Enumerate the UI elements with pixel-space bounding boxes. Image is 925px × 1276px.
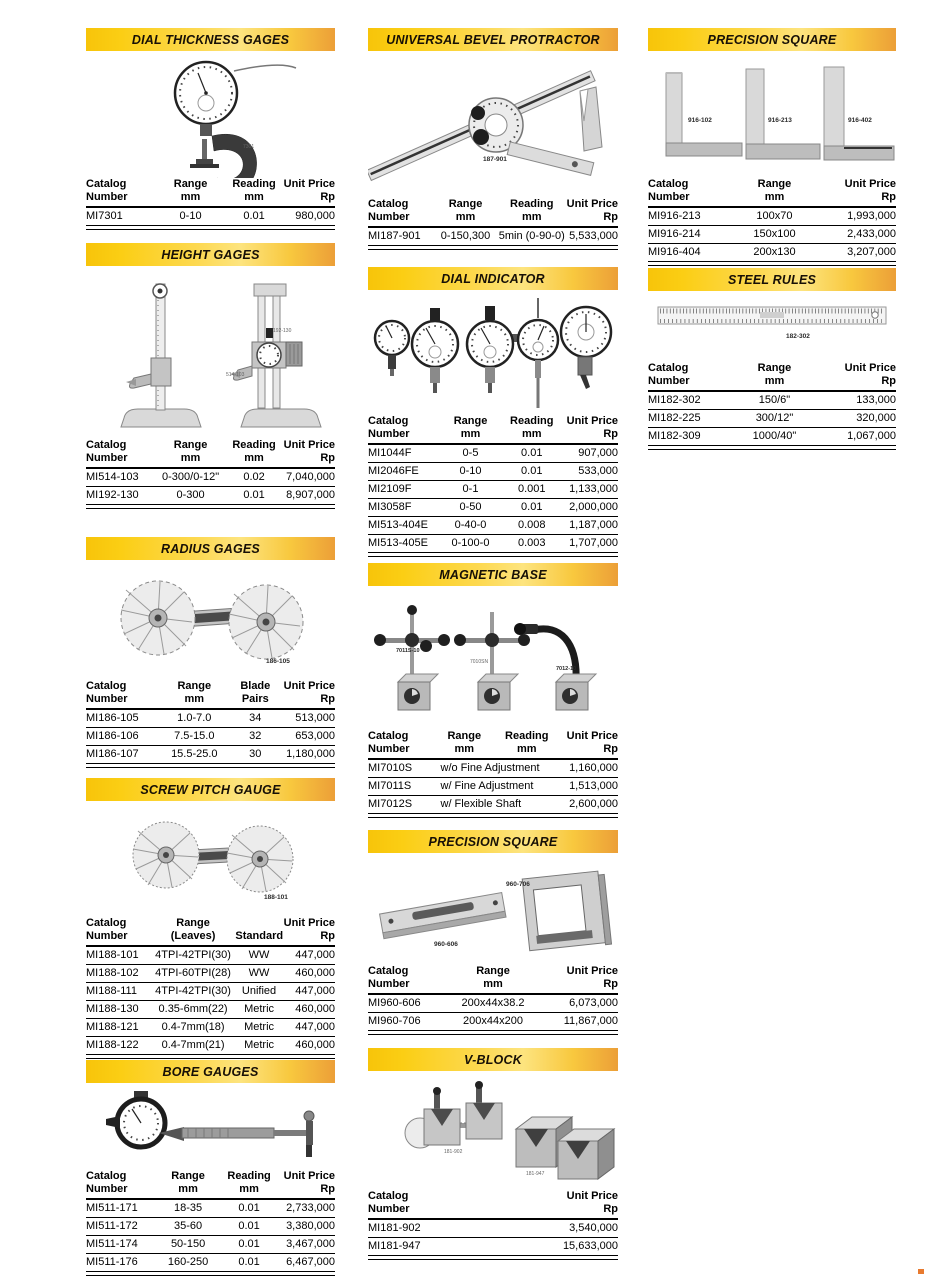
column-header: Range mm	[727, 178, 821, 207]
spec-table	[368, 198, 618, 250]
table-row	[368, 1238, 618, 1256]
table-cell: 32	[230, 728, 280, 746]
section-precision-square	[648, 28, 896, 266]
table-bottom-rule	[368, 1031, 618, 1035]
section-title: V-BLOCK	[464, 1052, 522, 1067]
section-height-gages	[86, 243, 335, 509]
table-cell: 0.35-6mm(22)	[151, 1001, 236, 1019]
section-title: BORE GAUGES	[162, 1064, 259, 1079]
table-cell: 460,000	[283, 1037, 335, 1055]
spec-table	[368, 730, 618, 818]
table-cell: 0-5	[438, 444, 503, 463]
table-row	[86, 1001, 335, 1019]
column-header: Catalog Number	[368, 415, 438, 444]
figure-label: 960-706	[506, 881, 530, 888]
table-cell: MI188-102	[86, 965, 151, 983]
section-banner	[648, 268, 896, 291]
table-cell: MI182-302	[648, 391, 727, 410]
table-row	[86, 1254, 335, 1272]
table-row	[86, 207, 335, 226]
column-header: Range mm	[443, 965, 543, 994]
table-cell: 200x44x200	[443, 1013, 543, 1031]
table-cell: 907,000	[561, 444, 619, 463]
section-dial-indicator	[368, 267, 618, 557]
table-row	[368, 227, 618, 246]
table-row	[86, 1218, 335, 1236]
table-cell: 1000/40"	[727, 428, 821, 446]
steel-rule-figure	[648, 291, 896, 362]
table-cell: 6,073,000	[543, 994, 618, 1013]
table-cell: 50-150	[153, 1236, 223, 1254]
table-row	[86, 946, 335, 965]
table-cell: MI2046FE	[368, 463, 438, 481]
table-row	[86, 709, 335, 728]
section-title: HEIGHT GAGES	[161, 247, 260, 262]
table-cell: 0.01	[228, 207, 280, 226]
column-header: Reading mm	[498, 198, 566, 227]
column-header: Catalog Number	[86, 680, 158, 709]
table-row	[368, 994, 618, 1013]
spec-table	[368, 965, 618, 1035]
section-banner	[368, 563, 618, 586]
column-header: Reading mm	[503, 415, 561, 444]
table-cell: 2,000,000	[561, 499, 619, 517]
table-bottom-rule	[648, 262, 896, 266]
section-title: RADIUS GAGES	[161, 541, 260, 556]
table-cell: 5min (0-90-0)	[498, 227, 566, 246]
height-gages-figure	[86, 266, 335, 439]
table-cell: 0.001	[503, 481, 561, 499]
l-squares-figure	[648, 51, 896, 178]
section-banner	[368, 830, 618, 853]
section-screw-pitch-gauge	[86, 778, 335, 1059]
page-corner-mark	[918, 1269, 924, 1274]
table-row	[368, 1219, 618, 1238]
table-cell: MI960-706	[368, 1013, 443, 1031]
table-cell: 8,907,000	[280, 487, 335, 505]
table-row	[86, 1037, 335, 1055]
table-row	[368, 778, 618, 796]
section-dial-thickness-gages	[86, 28, 335, 230]
figure-label: 7011S-10	[396, 648, 420, 654]
table-cell: MI181-902	[368, 1219, 493, 1238]
table-row	[368, 1013, 618, 1031]
table-cell: w/ Fine Adjustment	[431, 778, 556, 796]
table-cell: MI7012S	[368, 796, 431, 814]
table-row	[648, 207, 896, 226]
table-row	[368, 499, 618, 517]
table-cell: 0-150,300	[433, 227, 498, 246]
figure-label: 181-947	[526, 1171, 545, 1177]
column-header: Catalog Number	[648, 178, 727, 207]
table-bottom-rule	[368, 553, 618, 557]
table-cell: 100x70	[727, 207, 821, 226]
precision-level-figure	[368, 853, 618, 965]
table-cell: MI511-174	[86, 1236, 153, 1254]
column-header: Unit Price Rp	[561, 415, 619, 444]
table-cell: 0-50	[438, 499, 503, 517]
table-row	[368, 796, 618, 814]
spec-table	[86, 439, 335, 509]
table-row	[648, 391, 896, 410]
table-cell: 150x100	[727, 226, 821, 244]
table-cell: 11,867,000	[543, 1013, 618, 1031]
table-cell: 0.01	[503, 499, 561, 517]
figure-label: 916-213	[768, 117, 792, 124]
table-cell: 1,133,000	[561, 481, 619, 499]
table-cell: MI513-405E	[368, 535, 438, 553]
table-cell: MI181-947	[368, 1238, 493, 1256]
section-title: DIAL THICKNESS GAGES	[131, 32, 290, 47]
table-cell: 150/6"	[727, 391, 821, 410]
table-cell: 0.02	[228, 468, 280, 487]
table-cell: 0.01	[503, 463, 561, 481]
table-cell: 1,993,000	[822, 207, 896, 226]
dial-indicators-figure	[368, 290, 618, 415]
table-row	[86, 487, 335, 505]
table-bottom-rule	[86, 764, 335, 768]
section-universal-bevel-protractor	[368, 28, 618, 250]
table-cell: 1,067,000	[822, 428, 896, 446]
table-cell: 2,433,000	[822, 226, 896, 244]
table-cell: 2,733,000	[275, 1199, 335, 1218]
column-header: Range mm	[727, 362, 821, 391]
column-header: Catalog Number	[86, 917, 151, 946]
table-cell: MI960-606	[368, 994, 443, 1013]
table-row	[368, 517, 618, 535]
table-cell: MI916-213	[648, 207, 727, 226]
table-row	[648, 410, 896, 428]
section-title: PRECISION SQUARE	[707, 32, 837, 47]
table-row	[368, 535, 618, 553]
table-cell: 0.01	[503, 444, 561, 463]
table-cell: 0-40-0	[438, 517, 503, 535]
column-header: Unit Price Rp	[280, 178, 335, 207]
table-cell: 18-35	[153, 1199, 223, 1218]
table-cell: MI188-122	[86, 1037, 151, 1055]
table-cell: 447,000	[283, 946, 335, 965]
section-title: PRECISION SQUARE	[428, 834, 558, 849]
table-row	[368, 481, 618, 499]
table-cell: 460,000	[283, 965, 335, 983]
table-cell: MI514-103	[86, 468, 153, 487]
table-cell: 447,000	[283, 1019, 335, 1037]
column-header: Range mm	[153, 439, 228, 468]
column-header: Unit Price Rp	[543, 965, 618, 994]
column-header: Catalog Number	[368, 730, 431, 759]
table-cell: 3,207,000	[822, 244, 896, 262]
column-header: Catalog Number	[86, 178, 153, 207]
table-cell: 5,533,000	[566, 227, 619, 246]
table-cell: 7.5-15.0	[158, 728, 230, 746]
spec-table	[368, 415, 618, 557]
table-cell: Metric	[235, 1019, 282, 1037]
figure-label: 7301	[243, 144, 255, 150]
table-cell: 35-60	[153, 1218, 223, 1236]
table-cell: 0-1	[438, 481, 503, 499]
table-cell: 0.4-7mm(21)	[151, 1037, 236, 1055]
table-cell: MI511-171	[86, 1199, 153, 1218]
column-header: Range mm	[153, 178, 228, 207]
table-cell: 34	[230, 709, 280, 728]
table-row	[368, 759, 618, 778]
figure-label: 916-102	[688, 117, 712, 124]
table-cell: 0-300	[153, 487, 228, 505]
magnetic-base-figure	[368, 586, 618, 730]
figure-label: 916-402	[848, 117, 872, 124]
table-bottom-rule	[86, 505, 335, 509]
table-row	[86, 1019, 335, 1037]
table-cell: 0.01	[223, 1236, 275, 1254]
table-cell: 533,000	[561, 463, 619, 481]
figure-label: 960-606	[434, 941, 458, 948]
column-header: Reading mm	[498, 730, 556, 759]
table-cell: 460,000	[283, 1001, 335, 1019]
table-row	[86, 1199, 335, 1218]
column-header: Unit Price Rp	[822, 178, 896, 207]
table-cell: MI3058F	[368, 499, 438, 517]
table-cell: 30	[230, 746, 280, 764]
column-header: Unit Price Rp	[822, 362, 896, 391]
table-cell: 4TPI-42TPI(30)	[151, 983, 236, 1001]
figure-label: 7012-10	[556, 666, 577, 672]
column-header: Range (Leaves)	[151, 917, 236, 946]
table-cell: Unified	[235, 983, 282, 1001]
column-header: Unit Price Rp	[493, 1190, 618, 1219]
table-cell: 0-10	[153, 207, 228, 226]
table-cell: 980,000	[280, 207, 335, 226]
column-header: Range mm	[158, 680, 230, 709]
table-bottom-rule	[86, 1055, 335, 1059]
table-cell: 15.5-25.0	[158, 746, 230, 764]
table-cell: 0-300/0-12"	[153, 468, 228, 487]
spec-table	[86, 680, 335, 768]
table-cell: 2,600,000	[556, 796, 619, 814]
table-cell: MI186-105	[86, 709, 158, 728]
table-row	[648, 226, 896, 244]
table-cell: 0.01	[223, 1254, 275, 1272]
column-header: Range mm	[438, 415, 503, 444]
section-banner	[368, 267, 618, 290]
table-cell: 0-10	[438, 463, 503, 481]
section-banner	[86, 28, 335, 51]
table-cell: MI188-130	[86, 1001, 151, 1019]
figure-label: 186-105	[266, 658, 290, 665]
table-cell: 0.008	[503, 517, 561, 535]
table-cell: MI188-111	[86, 983, 151, 1001]
figure-label: 7010SN	[470, 659, 489, 665]
table-cell: 513,000	[280, 709, 335, 728]
section-banner	[86, 243, 335, 266]
table-cell: 300/12"	[727, 410, 821, 428]
table-row	[86, 965, 335, 983]
table-cell: WW	[235, 965, 282, 983]
spec-table	[86, 917, 335, 1059]
table-cell: MI513-404E	[368, 517, 438, 535]
column-header: Catalog Number	[368, 1190, 493, 1219]
table-cell: 0.01	[228, 487, 280, 505]
table-cell: MI188-101	[86, 946, 151, 965]
table-cell: WW	[235, 946, 282, 965]
table-cell: 653,000	[280, 728, 335, 746]
table-cell: MI7010S	[368, 759, 431, 778]
table-cell: w/o Fine Adjustment	[431, 759, 556, 778]
table-cell: MI7301	[86, 207, 153, 226]
section-precision-square-levels	[368, 830, 618, 1035]
column-header: Catalog Number	[648, 362, 727, 391]
table-cell: MI916-404	[648, 244, 727, 262]
column-header: Blade Pairs	[230, 680, 280, 709]
spec-table	[368, 1190, 618, 1260]
table-cell: 0.01	[223, 1218, 275, 1236]
table-cell: 200x44x38.2	[443, 994, 543, 1013]
table-cell: 133,000	[822, 391, 896, 410]
table-cell: 15,633,000	[493, 1238, 618, 1256]
screw-pitch-gauge-figure	[86, 801, 335, 917]
v-block-figure	[368, 1071, 618, 1190]
column-header: Catalog Number	[86, 1170, 153, 1199]
table-row	[368, 444, 618, 463]
table-cell: MI7011S	[368, 778, 431, 796]
table-cell: 1,187,000	[561, 517, 619, 535]
table-cell: 6,467,000	[275, 1254, 335, 1272]
table-cell: 3,540,000	[493, 1219, 618, 1238]
table-row	[86, 728, 335, 746]
spec-table	[648, 362, 896, 450]
section-title: MAGNETIC BASE	[439, 567, 547, 582]
section-bore-gauges	[86, 1060, 335, 1276]
section-magnetic-base	[368, 563, 618, 818]
table-cell: 447,000	[283, 983, 335, 1001]
section-title: DIAL INDICATOR	[441, 271, 545, 286]
table-cell: MI182-309	[648, 428, 727, 446]
dial-thickness-gage-figure	[86, 51, 335, 178]
section-title: UNIVERSAL BEVEL PROTRACTOR	[386, 32, 600, 47]
column-header: Catalog Number	[368, 198, 433, 227]
section-banner	[86, 537, 335, 560]
table-cell: 3,380,000	[275, 1218, 335, 1236]
section-title: STEEL RULES	[727, 272, 817, 287]
table-row	[368, 463, 618, 481]
table-row	[86, 1236, 335, 1254]
column-header: Reading mm	[228, 178, 280, 207]
figure-label: 514-103	[226, 372, 245, 378]
table-row	[86, 983, 335, 1001]
column-header: Range mm	[431, 730, 499, 759]
table-bottom-rule	[86, 226, 335, 230]
table-cell: 0-100-0	[438, 535, 503, 553]
table-cell: Metric	[235, 1037, 282, 1055]
table-cell: 1.0-7.0	[158, 709, 230, 728]
section-banner	[648, 28, 896, 51]
table-cell: 7,040,000	[280, 468, 335, 487]
spec-table	[86, 1170, 335, 1276]
table-bottom-rule	[368, 246, 618, 250]
table-cell: 1,707,000	[561, 535, 619, 553]
section-steel-rules	[648, 268, 896, 450]
spec-table	[648, 178, 896, 266]
section-v-block	[368, 1048, 618, 1260]
spec-table	[86, 178, 335, 230]
section-banner	[368, 1048, 618, 1071]
table-cell: 4TPI-42TPI(30)	[151, 946, 236, 965]
table-bottom-rule	[368, 1256, 618, 1260]
table-cell: MI188-121	[86, 1019, 151, 1037]
section-banner	[368, 28, 618, 51]
column-header: Standard	[235, 917, 282, 946]
figure-label: 187-901	[483, 156, 507, 163]
column-header: Unit Price Rp	[566, 198, 619, 227]
table-row	[86, 468, 335, 487]
table-cell: MI511-176	[86, 1254, 153, 1272]
section-banner	[86, 778, 335, 801]
table-cell: 4TPI-60TPI(28)	[151, 965, 236, 983]
radius-gage-figure	[86, 560, 335, 680]
table-cell: 1,160,000	[556, 759, 619, 778]
table-row	[86, 746, 335, 764]
section-banner	[86, 1060, 335, 1083]
column-header: Catalog Number	[368, 965, 443, 994]
column-header: Reading mm	[228, 439, 280, 468]
table-cell: MI192-130	[86, 487, 153, 505]
table-row	[648, 244, 896, 262]
table-cell: MI187-901	[368, 227, 433, 246]
table-cell: 160-250	[153, 1254, 223, 1272]
table-bottom-rule	[648, 446, 896, 450]
figure-label: 188-101	[264, 894, 288, 901]
table-cell: 0.01	[223, 1199, 275, 1218]
table-row	[648, 428, 896, 446]
table-cell: 3,467,000	[275, 1236, 335, 1254]
table-cell: MI1044F	[368, 444, 438, 463]
table-cell: 200x130	[727, 244, 821, 262]
column-header: Range mm	[153, 1170, 223, 1199]
table-cell: MI182-225	[648, 410, 727, 428]
column-header: Unit Price Rp	[280, 439, 335, 468]
table-cell: MI186-106	[86, 728, 158, 746]
figure-label: 182-302	[786, 333, 810, 340]
table-cell: w/ Flexible Shaft	[431, 796, 556, 814]
column-header: Reading mm	[223, 1170, 275, 1199]
table-cell: MI511-172	[86, 1218, 153, 1236]
column-header: Catalog Number	[86, 439, 153, 468]
table-cell: 0.003	[503, 535, 561, 553]
table-cell: 1,180,000	[280, 746, 335, 764]
section-radius-gages	[86, 537, 335, 768]
bore-gauge-figure	[86, 1083, 335, 1170]
section-title: SCREW PITCH GAUGE	[140, 782, 281, 797]
table-cell: 320,000	[822, 410, 896, 428]
table-cell: MI186-107	[86, 746, 158, 764]
table-cell: 1,513,000	[556, 778, 619, 796]
table-cell: 0.4-7mm(18)	[151, 1019, 236, 1037]
figure-label: 192-130	[273, 328, 292, 334]
column-header: Range mm	[433, 198, 498, 227]
column-header: Unit Price Rp	[283, 917, 335, 946]
table-bottom-rule	[368, 814, 618, 818]
table-cell: Metric	[235, 1001, 282, 1019]
table-cell: MI2109F	[368, 481, 438, 499]
figure-label: 181-902	[444, 1149, 463, 1155]
column-header: Unit Price Rp	[280, 680, 335, 709]
table-bottom-rule	[86, 1272, 335, 1276]
column-header: Unit Price Rp	[275, 1170, 335, 1199]
column-header: Unit Price Rp	[556, 730, 619, 759]
table-cell: MI916-214	[648, 226, 727, 244]
bevel-protractor-figure	[368, 51, 618, 198]
